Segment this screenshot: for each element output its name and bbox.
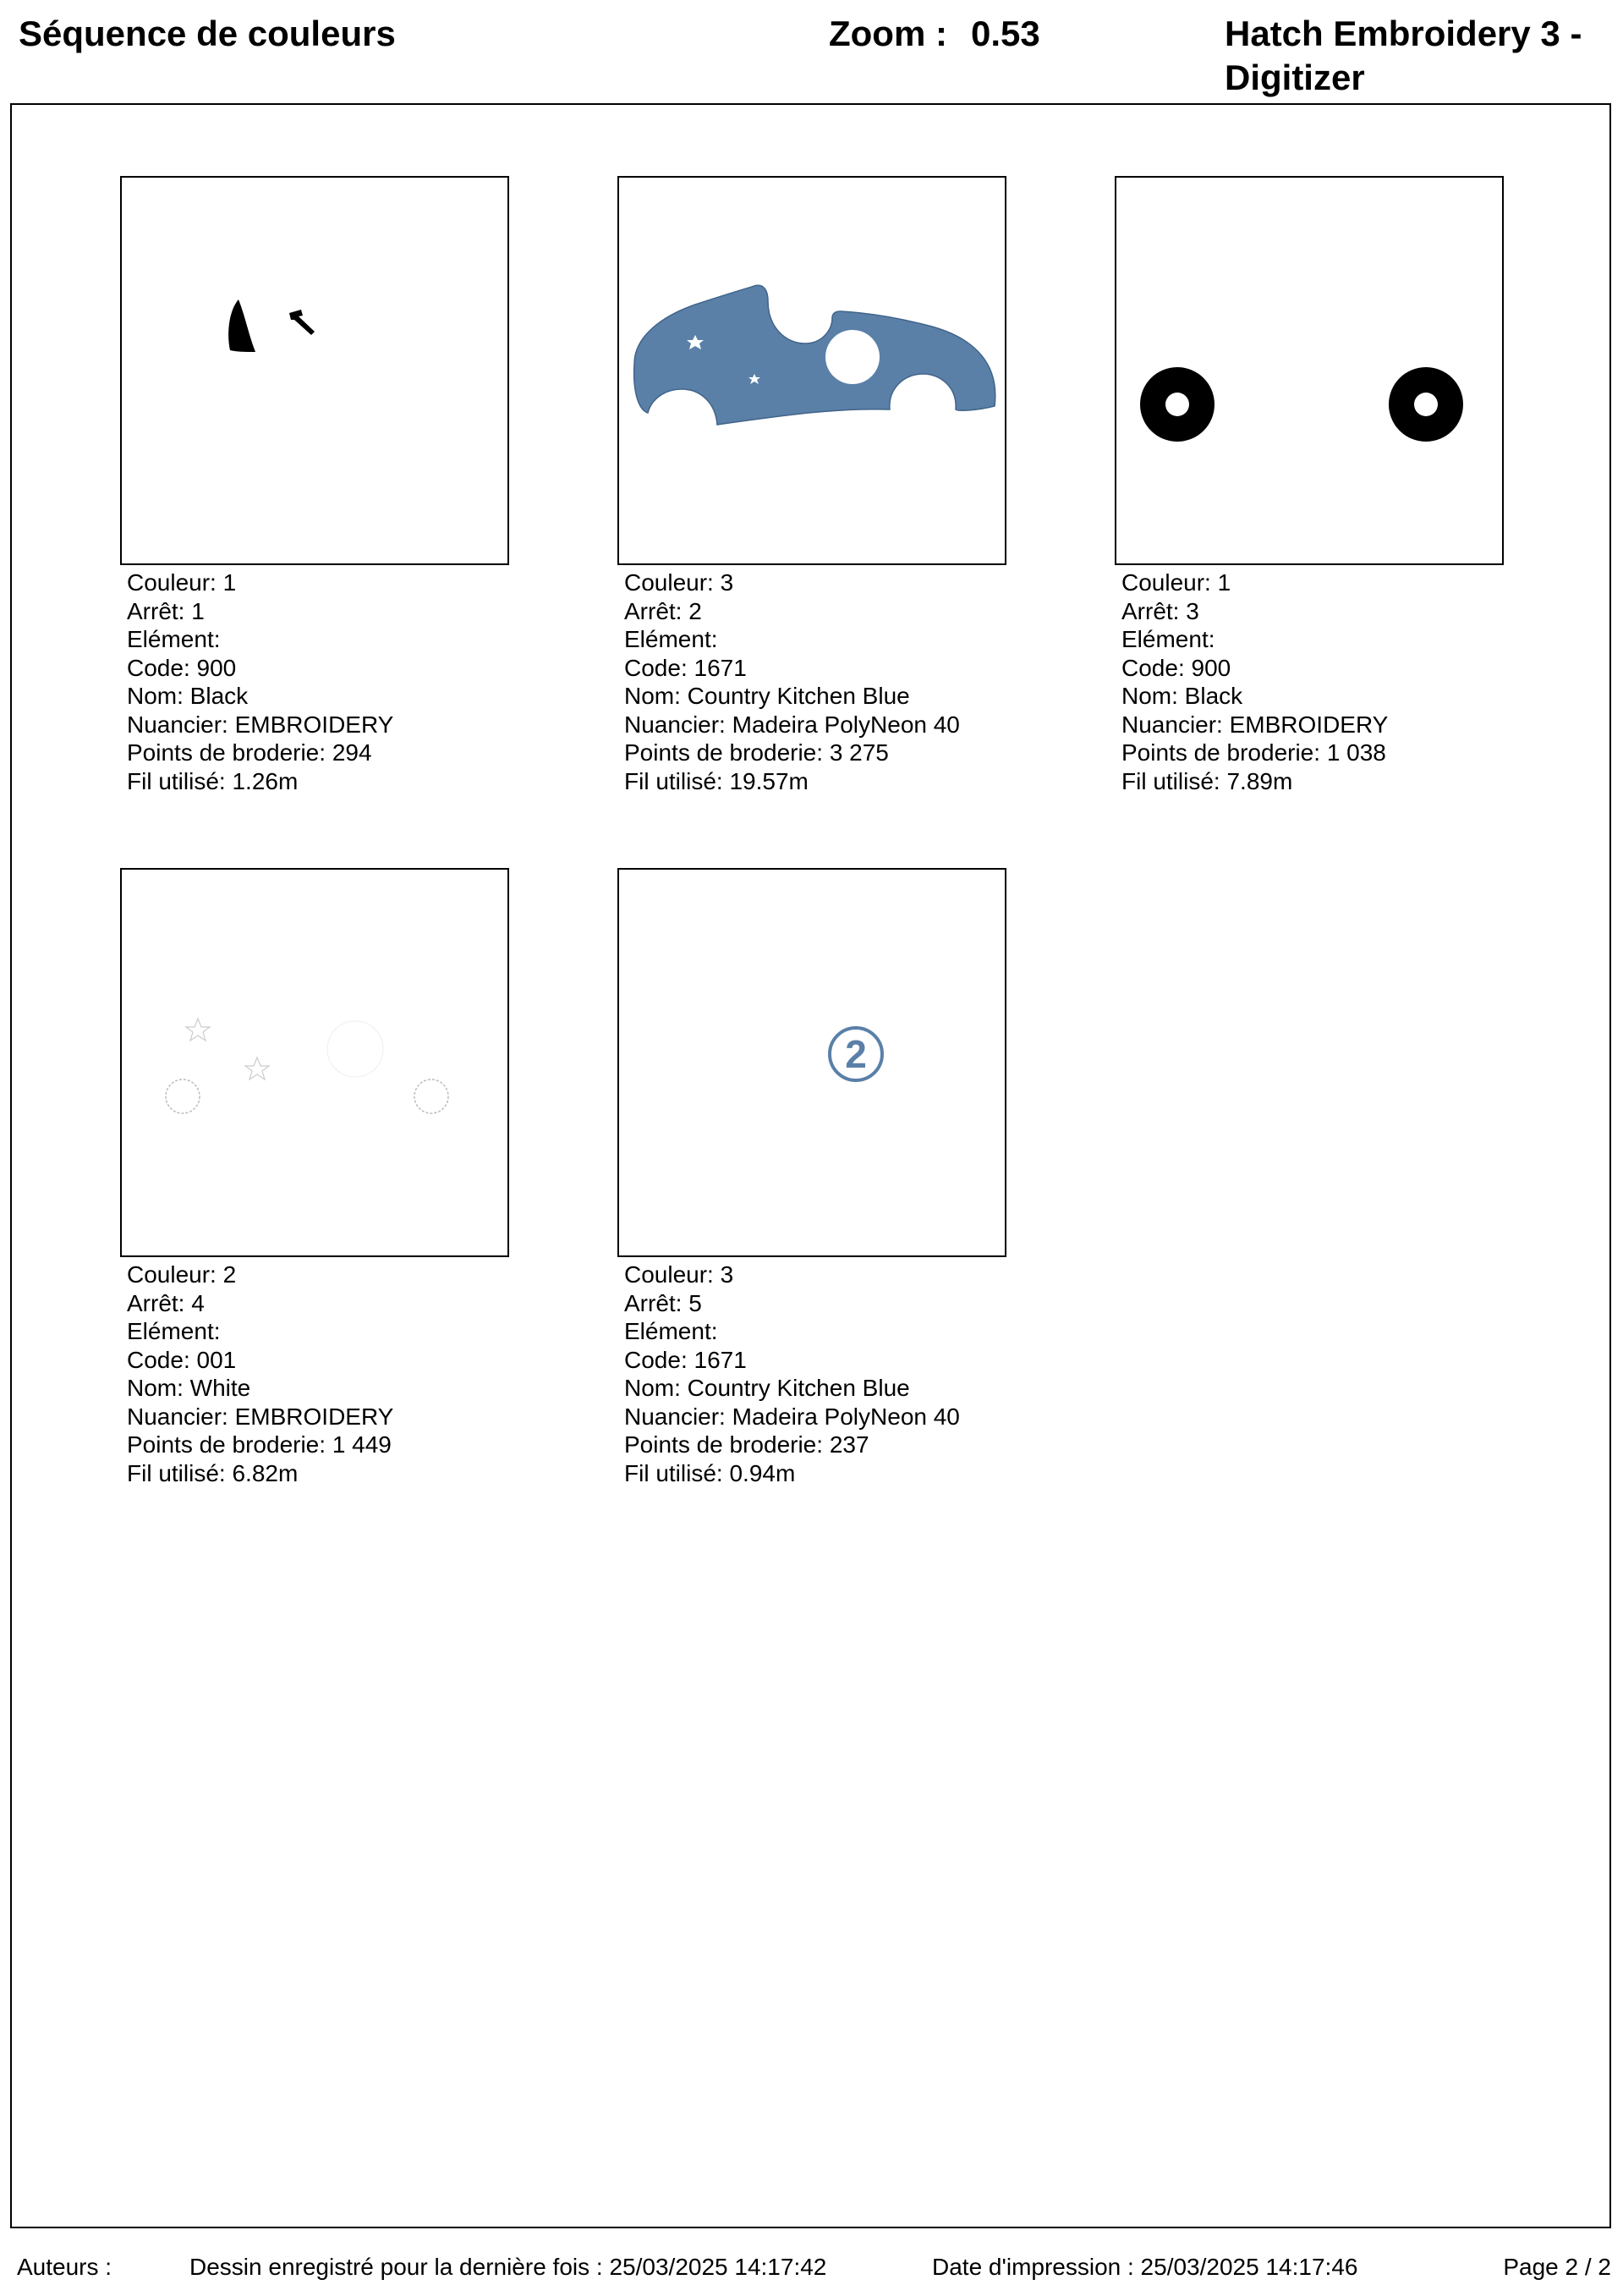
- color-preview: [120, 868, 509, 1257]
- color-card: [617, 868, 1006, 1487]
- nom-line: Nom: Country Kitchen Blue: [624, 1375, 910, 1401]
- couleur-line: Couleur: 2: [127, 1261, 237, 1288]
- star-outline: [245, 1057, 269, 1079]
- code-line: Code: 900: [1121, 654, 1231, 681]
- points-line: Points de broderie: 1 449: [127, 1431, 392, 1458]
- points-line: Points de broderie: 1 038: [1121, 739, 1386, 766]
- points-line: Points de broderie: 237: [624, 1431, 869, 1458]
- code-line: Code: 001: [127, 1346, 237, 1373]
- points-line: Points de broderie: 294: [127, 739, 372, 766]
- couleur-line: Couleur: 3: [624, 569, 734, 596]
- color-info: [617, 569, 1006, 795]
- arret-line: Arrêt: 5: [624, 1289, 702, 1316]
- product-name-line2: Digitizer: [1225, 58, 1365, 97]
- product-name-line1: Hatch Embroidery 3 -: [1225, 14, 1582, 53]
- color-preview: [617, 176, 1006, 565]
- color-preview: [1115, 176, 1504, 565]
- arret-line: Arrêt: 2: [624, 597, 702, 624]
- star-outline: [186, 1019, 210, 1041]
- number-badge-text: 2: [845, 1032, 867, 1076]
- color-preview: [120, 176, 509, 565]
- fil-line: Fil utilisé: 19.57m: [624, 767, 809, 794]
- page-footer: [0, 2250, 1623, 2284]
- color-info: [120, 569, 509, 795]
- arret-line: Arrêt: 4: [127, 1289, 205, 1316]
- nuancier-line: Nuancier: EMBROIDERY: [127, 1403, 394, 1430]
- window-outline: [327, 1021, 383, 1077]
- wheel-left-hub: [1165, 393, 1189, 416]
- element-line: Elément:: [127, 626, 221, 652]
- footer-authors: Auteurs :: [17, 2254, 112, 2280]
- element-line: Elément:: [624, 1318, 718, 1344]
- color-preview: [617, 868, 1006, 1257]
- wheel-hub-outline: [166, 1079, 200, 1113]
- white-details-preview: [122, 870, 507, 1255]
- color-card: [1115, 176, 1504, 795]
- color-card: [120, 868, 509, 1487]
- footer-page-number: Page 2 / 2: [1503, 2254, 1611, 2280]
- color-sequence-frame: [10, 103, 1611, 2228]
- nom-line: Nom: Black: [1121, 683, 1243, 709]
- black-shape-left: [228, 299, 255, 352]
- zoom-value: 0.53: [970, 14, 1040, 53]
- footer-saved-date: Dessin enregistré pour la dernière fois : 25/03/2025 14:17:42: [189, 2254, 827, 2280]
- couleur-line: Couleur: 1: [1121, 569, 1231, 596]
- nom-line: Nom: Country Kitchen Blue: [624, 683, 910, 709]
- code-line: Code: 1671: [624, 654, 747, 681]
- couleur-line: Couleur: 1: [127, 569, 237, 596]
- arret-line: Arrêt: 3: [1121, 597, 1199, 624]
- fil-line: Fil utilisé: 1.26m: [127, 767, 299, 794]
- fil-line: Fil utilisé: 7.89m: [1121, 767, 1293, 794]
- wheel-hub-outline: [414, 1079, 448, 1113]
- nom-line: Nom: Black: [127, 683, 249, 709]
- fil-line: Fil utilisé: 6.82m: [127, 1459, 299, 1486]
- arret-line: Arrêt: 1: [127, 597, 205, 624]
- nuancier-line: Nuancier: Madeira PolyNeon 40: [624, 1403, 960, 1430]
- element-line: Elément:: [1121, 626, 1215, 652]
- window-hole: [825, 330, 880, 384]
- zoom-label: Zoom :: [829, 14, 947, 53]
- fil-line: Fil utilisé: 0.94m: [624, 1459, 796, 1486]
- code-line: Code: 900: [127, 654, 237, 681]
- points-line: Points de broderie: 3 275: [624, 739, 889, 766]
- black-shapes-preview: [122, 178, 507, 563]
- couleur-line: Couleur: 3: [624, 1261, 734, 1288]
- element-line: Elément:: [624, 626, 718, 652]
- color-info: [1115, 569, 1504, 795]
- nuancier-line: Nuancier: Madeira PolyNeon 40: [624, 711, 960, 738]
- color-info: [120, 1261, 509, 1487]
- nuancier-line: Nuancier: EMBROIDERY: [1121, 711, 1389, 738]
- product-name: [1225, 12, 1614, 100]
- car-body-shape: [634, 285, 995, 425]
- black-shape-right: [289, 310, 315, 335]
- color-info: [617, 1261, 1006, 1487]
- code-line: Code: 1671: [624, 1346, 747, 1373]
- page-title: Séquence de couleurs: [19, 14, 396, 53]
- blue-number-preview: [619, 870, 1005, 1255]
- footer-print-date: Date d'impression : 25/03/2025 14:17:46: [932, 2254, 1358, 2280]
- nuancier-line: Nuancier: EMBROIDERY: [127, 711, 394, 738]
- color-card: [617, 176, 1006, 795]
- color-card: [120, 176, 509, 795]
- nom-line: Nom: White: [127, 1375, 251, 1401]
- zoom-indicator: [829, 12, 1040, 56]
- wheel-right-hub: [1414, 393, 1438, 416]
- element-line: Elément:: [127, 1318, 221, 1344]
- blue-car-body-preview: [619, 178, 1005, 563]
- black-wheels-preview: [1116, 178, 1502, 563]
